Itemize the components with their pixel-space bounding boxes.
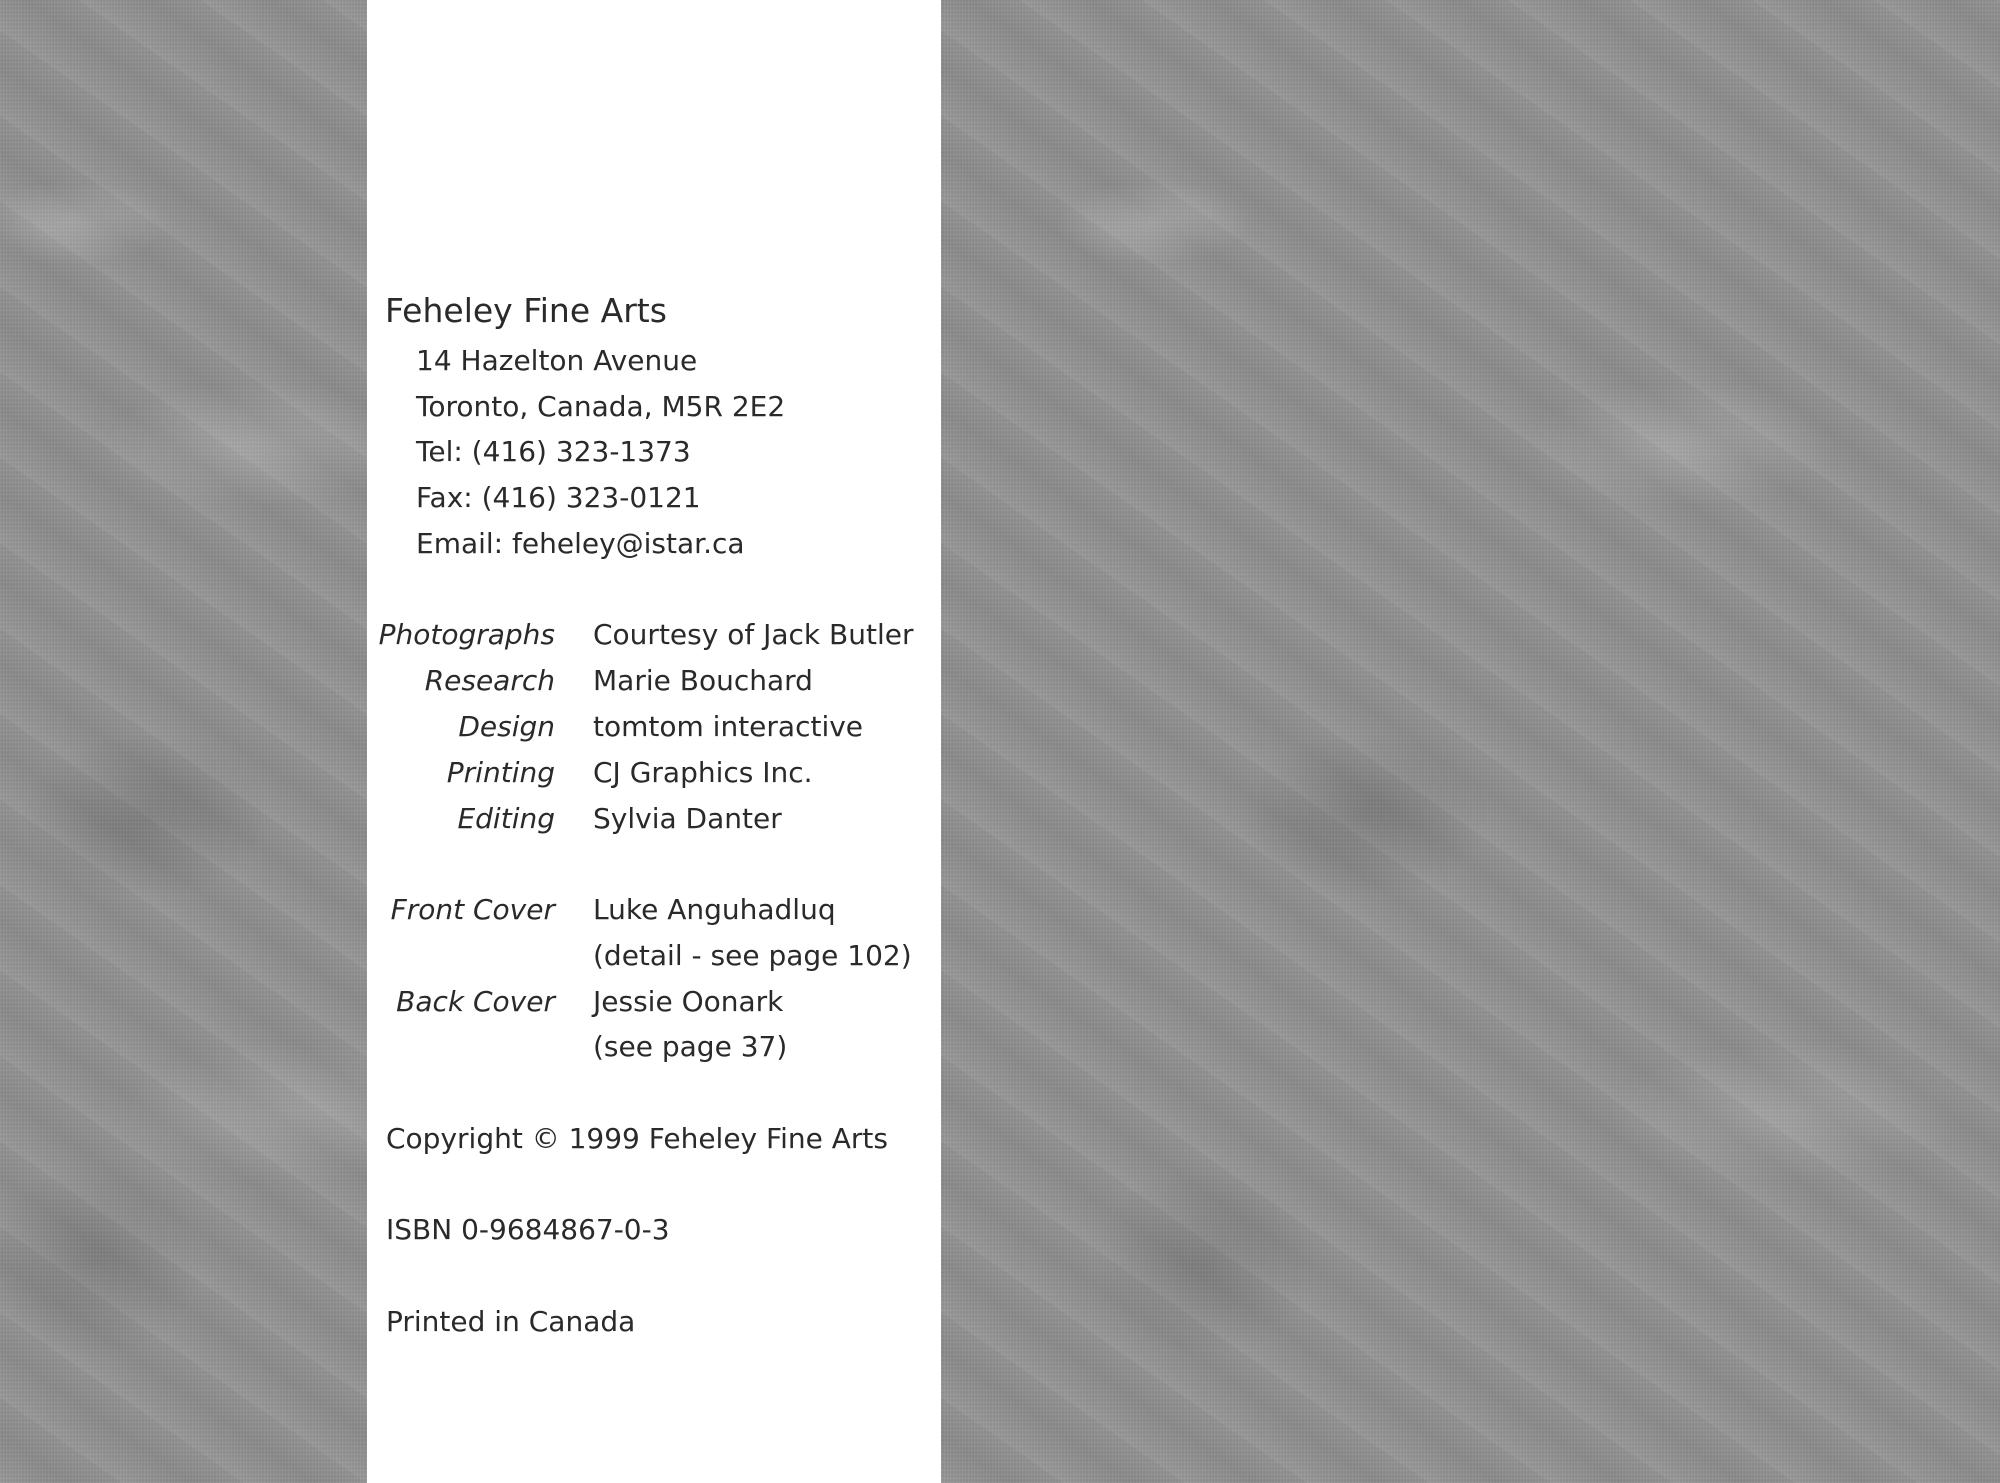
textured-background-right bbox=[941, 0, 2000, 1483]
credit-label-printing: Printing bbox=[446, 756, 555, 789]
address-city: Toronto, Canada, M5R 2E2 bbox=[416, 390, 786, 423]
address-email: Email: feheley@istar.ca bbox=[416, 527, 745, 560]
gallery-name: Feheley Fine Arts bbox=[385, 291, 667, 330]
credit-value-research: Marie Bouchard bbox=[593, 664, 813, 697]
credit-label-research: Research bbox=[424, 664, 555, 697]
cover-label-front: Front Cover bbox=[390, 893, 555, 926]
credit-label-editing: Editing bbox=[457, 802, 555, 835]
cover-value-front-detail: (detail - see page 102) bbox=[593, 939, 912, 972]
address-street: 14 Hazelton Avenue bbox=[416, 344, 698, 377]
address-fax: Fax: (416) 323-0121 bbox=[416, 481, 701, 514]
textured-background-left bbox=[0, 0, 367, 1483]
credit-value-editing: Sylvia Danter bbox=[593, 802, 782, 835]
credit-value-printing: CJ Graphics Inc. bbox=[593, 756, 813, 789]
printed-in: Printed in Canada bbox=[386, 1305, 636, 1338]
cover-value-back-artist: Jessie Oonark bbox=[593, 985, 784, 1018]
cover-value-back-detail: (see page 37) bbox=[593, 1030, 788, 1063]
colophon-panel bbox=[367, 0, 941, 1483]
copyright-notice: Copyright © 1999 Feheley Fine Arts bbox=[386, 1122, 888, 1155]
address-tel: Tel: (416) 323-1373 bbox=[416, 435, 691, 468]
credit-value-photographs: Courtesy of Jack Butler bbox=[593, 618, 914, 651]
credit-label-design: Design bbox=[458, 710, 555, 743]
credit-label-photographs: Photographs bbox=[378, 618, 555, 651]
cover-value-front-artist: Luke Anguhadluq bbox=[593, 893, 836, 926]
cover-label-back: Back Cover bbox=[396, 985, 555, 1018]
isbn: ISBN 0-9684867-0-3 bbox=[386, 1213, 670, 1246]
credit-value-design: tomtom interactive bbox=[593, 710, 864, 743]
